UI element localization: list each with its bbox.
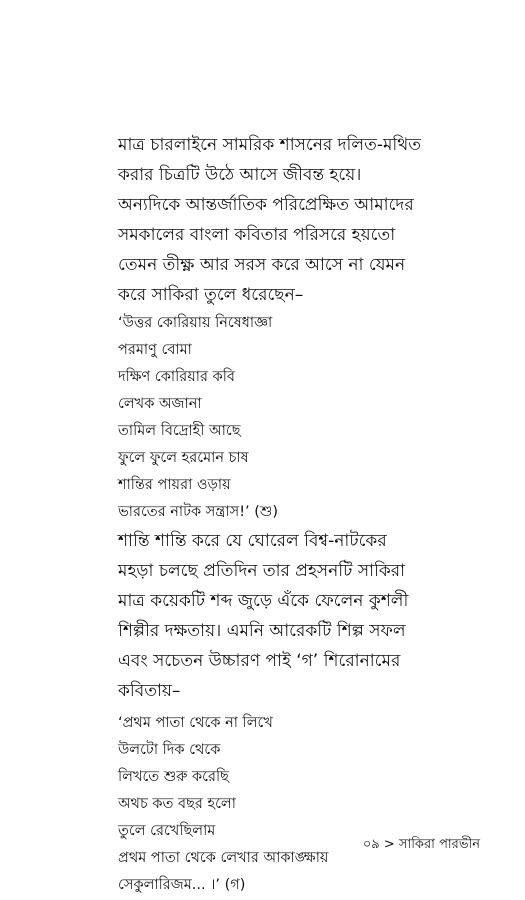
text-line: কবিতায়– bbox=[118, 681, 181, 701]
poem-line: দক্ষিণ কোরিয়ার কবি bbox=[118, 369, 235, 385]
poem-line: শান্তির পায়রা ওড়ায় bbox=[118, 477, 231, 493]
poem-line: লেখক অজানা bbox=[118, 396, 202, 412]
text-line: করে সাকিরা তুলে ধরেছেন– bbox=[118, 285, 304, 305]
poem-line: উলটো দিক থেকে bbox=[118, 742, 221, 758]
running-footer: ০৯ > সাকিরা পারভীন bbox=[362, 837, 480, 852]
text-line: করার চিত্রটি উঠে আসে জীবন্ত হয়ে। bbox=[118, 165, 362, 185]
text-line: মহড়া চলছে প্রতিদিন তার প্রহসনটি সাকিরা bbox=[118, 561, 406, 581]
paragraph-1 bbox=[118, 130, 478, 310]
text-line: অন্যদিকে আন্তর্জাতিক পরিপ্রেক্ষিত আমাদের bbox=[118, 195, 414, 215]
poem-line: সেকুলারিজম... ।’ (গ) bbox=[118, 877, 246, 893]
text-line: শিল্পীর দক্ষতায়। এমনি আরেকটি শিল্প সফল bbox=[118, 621, 406, 641]
poem-line: অথচ কত বছর হলো bbox=[118, 796, 236, 812]
poem-line: ‘প্রথম পাতা থেকে না লিখে bbox=[118, 715, 273, 731]
poem-line: পরমাণু বোমা bbox=[118, 342, 192, 358]
poem-line: তুলে রেখেছিলাম bbox=[118, 823, 216, 839]
poem-line: ‘উত্তর কোরিয়ায় নিষেধাজ্ঞা bbox=[118, 315, 273, 331]
poem-line: ফুলে ফুলে হরমোন চাষ bbox=[118, 450, 249, 466]
text-line: সমকালের বাংলা কবিতার পরিসরে হয়তো bbox=[118, 225, 396, 245]
poem-line: ভারতের নাটক সন্ত্রাস!’ (শু) bbox=[118, 504, 279, 520]
poem-quote-1 bbox=[118, 310, 478, 526]
poem-line: তামিল বিদ্রোহী আছে bbox=[118, 423, 241, 439]
text-line: এবং সচেতন উচ্চারণ পাই ‘গ’ শিরোনামের bbox=[118, 651, 401, 671]
paragraph-2 bbox=[118, 526, 478, 706]
poem-line: প্রথম পাতা থেকে লেখার আকাঙ্ক্ষায় bbox=[118, 850, 329, 866]
poem-line: লিখতে শুরু করেছি bbox=[118, 769, 229, 785]
text-line: মাত্র কয়েকটি শব্দ জুড়ে এঁকে ফেলেন কুশলী bbox=[118, 591, 409, 611]
text-line: মাত্র চারলাইনে সামরিক শাসনের দলিত-মথিত bbox=[118, 135, 422, 155]
text-line: শান্তি শান্তি করে যে ঘোরেল বিশ্ব-নাটকের bbox=[118, 531, 387, 551]
page-body bbox=[118, 130, 478, 899]
poem-quote-2 bbox=[118, 710, 478, 899]
text-line: তেমন তীক্ষ্ণ আর সরস করে আসে না যেমন bbox=[118, 255, 406, 275]
